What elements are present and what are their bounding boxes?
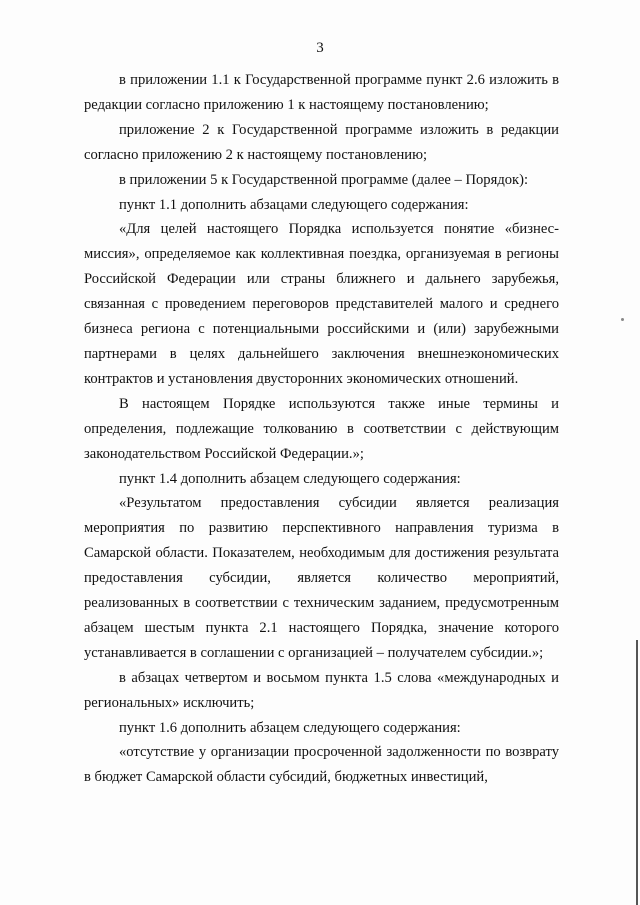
paragraph-appendix-5: в приложении 5 к Государственной программе (далее – Порядок):	[119, 171, 529, 188]
paragraph-subsidy-result: «Результатом предоставления субсидии является реализация мероприятия по развитию перспективного направления туризма в Самарской области. Показателем, необходимым для достижения результата предоставления субсидии, является количество мероприятий, реализованных в соответствии с техническим заданием, предусмотренным абзацем шестым пункта 2.1 настоящего Порядка, значение которого устанавливается в соглашении с организацией – получателем субсидии.»;	[84, 495, 559, 661]
paragraph-appendix-1-1: в приложении 1.1 к Государственной программе пункт 2.6 изложить в редакции согласно приложению 1 к настоящему постановлению;	[84, 72, 559, 113]
paragraph-other-terms: В настоящем Порядке используются также иные термины и определения, подлежащие толкованию в соответствии с действующим законодательством Российской Федерации.»;	[84, 395, 559, 462]
paragraph-point-1-4: пункт 1.4 дополнить абзацем следующего содержания:	[119, 470, 461, 487]
paragraph-point-1-5: в абзацах четвертом и восьмом пункта 1.5 слова «международных и региональных» исключить;	[84, 669, 559, 711]
document-body	[84, 68, 559, 790]
scan-edge-line	[636, 640, 638, 905]
paragraph-no-overdue-debt: «отсутствие у организации просроченной задолженности по возврату в бюджет Самарской области субсидий, бюджетных инвестиций,	[84, 744, 559, 786]
paragraph-point-1-1: пункт 1.1 дополнить абзацами следующего содержания:	[119, 196, 469, 213]
page-number: 3	[316, 40, 324, 56]
paragraph-point-1-6: пункт 1.6 дополнить абзацем следующего содержания:	[119, 719, 461, 736]
paragraph-appendix-2: приложение 2 к Государственной программе изложить в редакции согласно приложению 2 к настоящему постановлению;	[84, 121, 559, 163]
scan-artifact-dot	[621, 318, 624, 321]
paragraph-business-mission-definition: «Для целей настоящего Порядка используется понятие «бизнес-миссия», определяемое как коллективная поездка, организуемая в регионы Российской Федерации или страны ближнего и дальнего зарубежья, связанная с проведением переговоров представителей малого и среднего бизнеса региона с потенциальными российскими и (или) зарубежными партнерами в целях дальнейшего заключения внешнеэкономических контрактов и установления двусторонних экономических отношений.	[84, 221, 559, 387]
